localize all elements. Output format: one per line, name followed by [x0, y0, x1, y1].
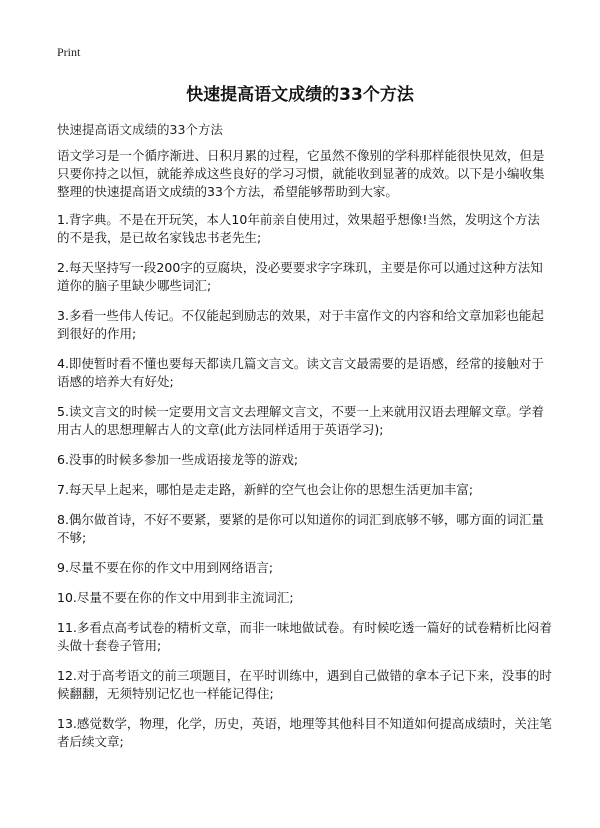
article-body [57, 147, 552, 763]
list-item: 10.尽量不要在你的作文中用到非主流词汇; [57, 590, 294, 605]
list-item: 12.对于高考语文的前三项题目，在平时训练中，遇到自己做错的拿本子记下来，没事的时候翻翻，无须特别记忆也一样能记得住; [57, 668, 552, 701]
list-item: 6.没事的时候多参加一些成语接龙等的游戏; [57, 452, 299, 467]
list-item: 3.多看一些伟人传记。不仅能起到励志的效果，对于丰富作文的内容和给文章加彩也能起到很好的作用; [57, 308, 544, 341]
list-item: 5.读文言文的时候一定要用文言文去理解文言文，不要一上来就用汉语去理解文章。学着用古人的思想理解古人的文章(此方法同样适用于英语学习); [57, 404, 544, 437]
page-title: 快速提高语文成绩的33个方法 [186, 85, 414, 105]
list-item: 9.尽量不要在你的作文中用到网络语言; [57, 560, 274, 575]
list-item: 7.每天早上起来，哪怕是走走路，新鲜的空气也会让你的思想生活更加丰富; [57, 482, 474, 497]
print-link[interactable]: Print [57, 45, 81, 59]
list-item: 4.即使暂时看不懂也要每天都读几篇文言文。读文言文最需要的是语感，经常的接触对于语感的培养大有好处; [57, 356, 544, 389]
list-item: 11.多看点高考试卷的精析文章，而非一味地做试卷。有时候吃透一篇好的试卷精析比闷着头做十套卷子管用; [57, 620, 552, 653]
intro-paragraph: 语文学习是一个循序渐进、日积月累的过程，它虽然不像别的学科那样能很快见效，但是只要你持之以恒，就能养成这些良好的学习习惯，就能收到显著的成效。以下是小编收集整理的快速提高语文成绩的33个方法，希望能够帮助到大家。 [57, 148, 545, 199]
list-item: 13.感觉数学，物理，化学，历史，英语，地理等其他科目不知道如何提高成绩时，关注笔者后续文章; [57, 716, 552, 749]
list-item: 2.每天坚持写一段200字的豆腐块，没必要要求字字珠玑，主要是你可以通过这种方法知道你的脑子里缺少哪些词汇; [57, 260, 543, 293]
list-item: 1.背字典。不是在开玩笑，本人10年前亲自使用过，效果超乎想像!当然，发明这个方法的不是我，是已故名家钱忠书老先生; [57, 212, 540, 245]
article-subtitle: 快速提高语文成绩的33个方法 [57, 122, 223, 137]
list-item: 8.偶尔做首诗，不好不要紧，要紧的是你可以知道你的词汇到底够不够，哪方面的词汇量不够; [57, 512, 544, 545]
